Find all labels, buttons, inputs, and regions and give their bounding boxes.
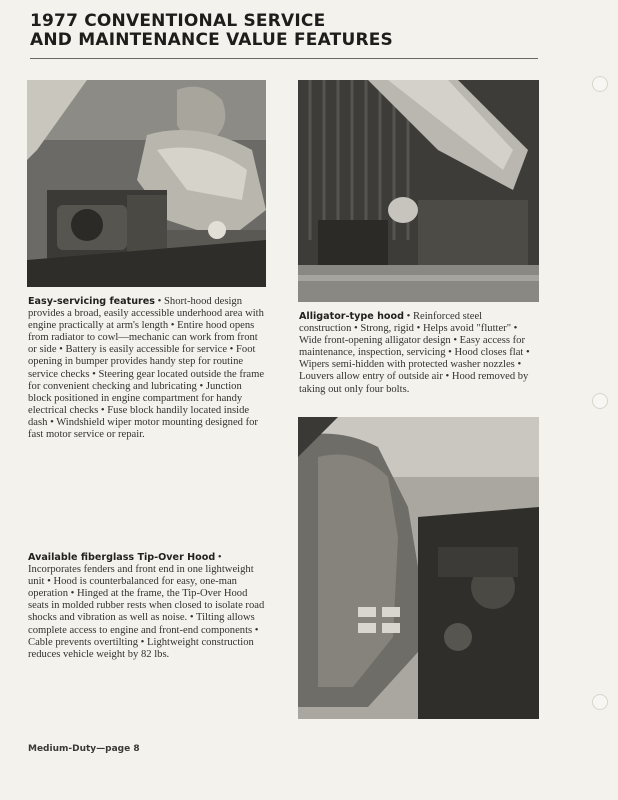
caption-easy-servicing-body: • Short-hood design provides a broad, easily accessible underhood area with engine practically at arm's length • Entire hood opens from radiator to cowl—mechanic can work from front or side • Battery is easily accessible for service • Foot opening in bumper provides handy step for routine service checks • Steering gear located outside the frame for convenient checking and lubricating • Junction block positioned in engine compartment for handy electrical checks • Fuse block handily located inside dash • Windshield wiper motor mounting designed for fast motor service or repair. [28, 296, 265, 441]
caption-alligator-hood-heading: Alligator-type hood [299, 311, 404, 322]
title-rule [30, 58, 538, 59]
caption-alligator-hood [299, 311, 537, 396]
binder-hole [592, 393, 608, 409]
binder-hole [592, 76, 608, 92]
caption-easy-servicing [28, 296, 266, 441]
page-title [30, 12, 550, 50]
caption-tip-over-hood [28, 552, 266, 661]
page-title-line-2: AND MAINTENANCE VALUE FEATURES [30, 30, 393, 50]
page-title-line-1: 1977 CONVENTIONAL SERVICE [30, 11, 326, 31]
caption-tip-over-hood-heading: Available fiberglass Tip-Over Hood [28, 552, 216, 563]
photo-alligator-hood-open [298, 80, 539, 302]
photo-fiberglass-tip-over-hood [298, 417, 539, 719]
caption-alligator-hood-body: • Reinforced steel construction • Strong, rigid • Helps avoid "flutter" • Wide front-opening alligator design • Easy access for maintenance, inspection, servicing • Hood closes flat • Wipers semi-hidden with protected washer nozzles • Louvers allow entry of outside air • Hood removed by taking out only four bolts. [299, 311, 530, 395]
photo-mechanic-servicing-engine [27, 80, 266, 287]
page-footer: Medium-Duty—page 8 [28, 744, 140, 754]
caption-tip-over-hood-body: • Incorporates fenders and front end in one lightweight unit • Hood is counterbalanced for easy, one-man operation • Hinged at the frame, the Tip-Over Hood seats in molded rubber rests when closed to isolate road shocks and vibration as well as noise. • Tilting allows complete access to engine and front-end components • Cable prevents overtilting • Lightweight construction reduces vehicle weight by 82 lbs. [28, 552, 265, 660]
binder-hole [592, 694, 608, 710]
caption-easy-servicing-heading: Easy-servicing features [28, 296, 155, 307]
